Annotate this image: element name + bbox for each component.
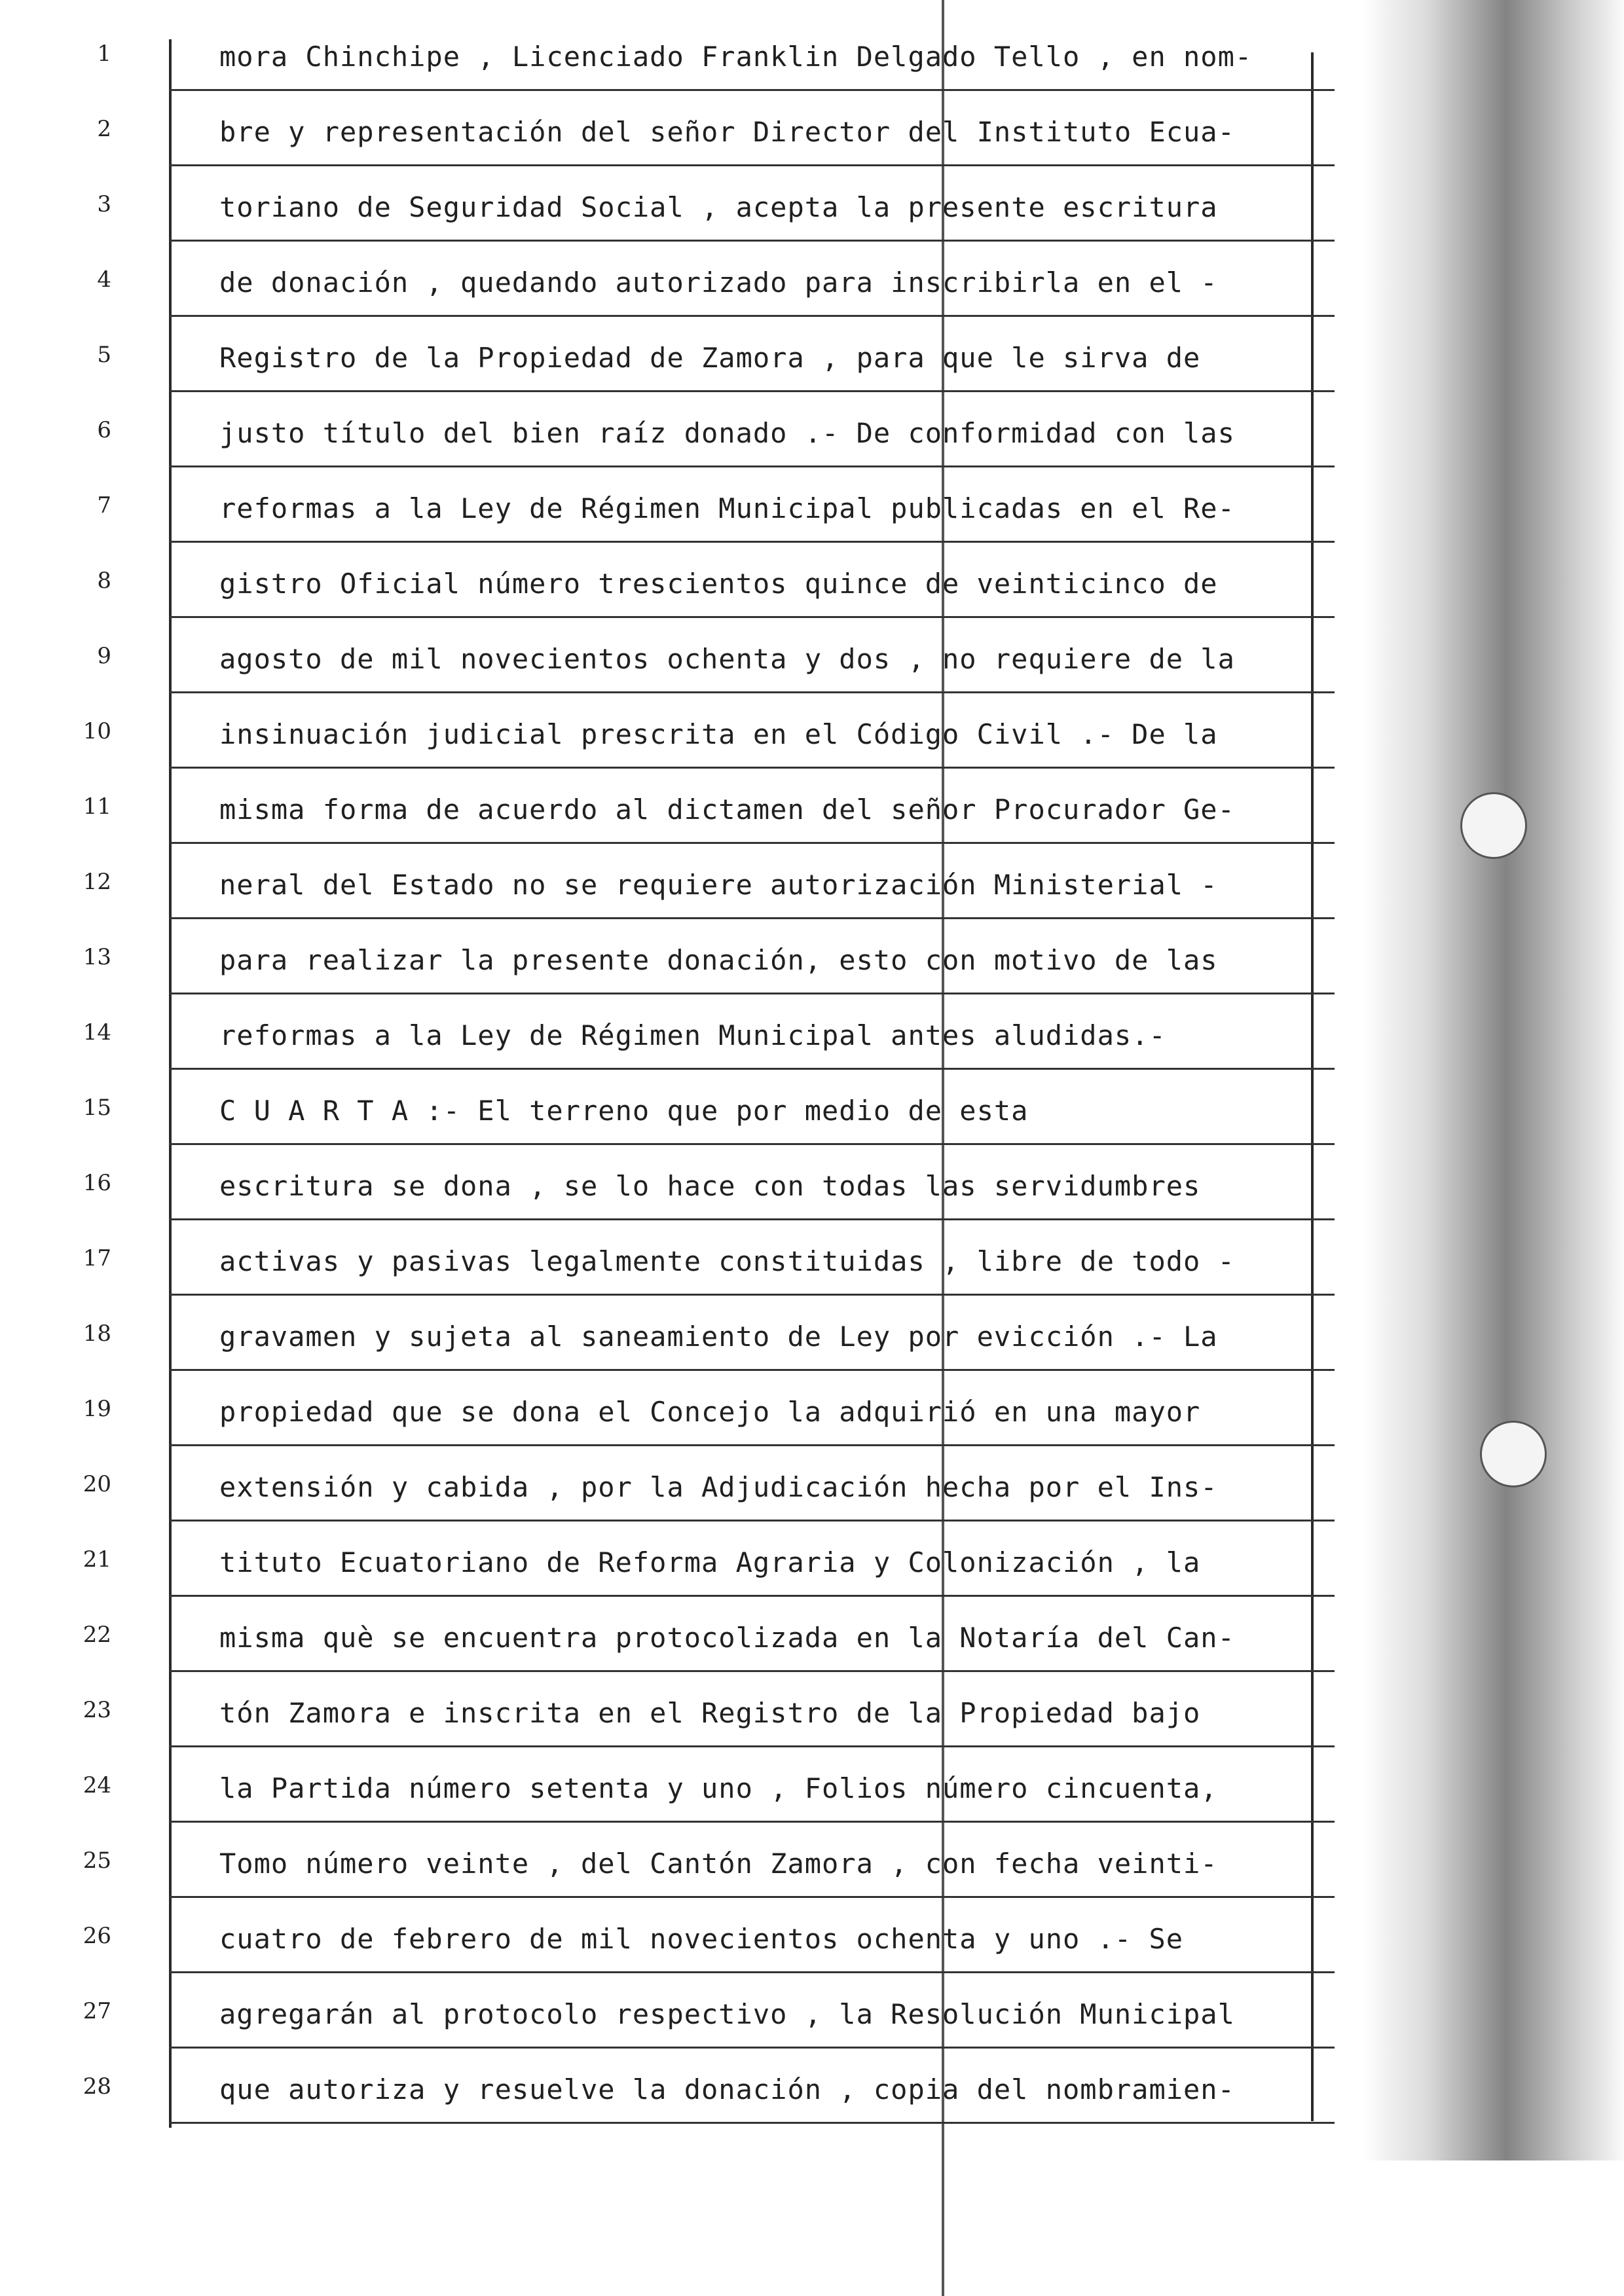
line-rule (169, 541, 1335, 543)
line-text: bre y representación del señor Director del Instituto Ecua- (219, 116, 1235, 148)
line-text: tón Zamora e inscrita en el Registro de la Propiedad bajo (219, 1697, 1201, 1729)
line-number: 1 (97, 41, 111, 67)
line-number: 9 (97, 643, 111, 669)
document-line (0, 1532, 1624, 1607)
line-number: 8 (97, 568, 111, 594)
line-rule (169, 1745, 1335, 1747)
line-number: 17 (83, 1245, 111, 1271)
line-rule (169, 89, 1335, 91)
document-line (0, 1156, 1624, 1231)
line-text: gravamen y sujeta al saneamiento de Ley por evicción .- La (219, 1321, 1218, 1353)
line-rule (169, 616, 1335, 618)
line-rule (169, 1218, 1335, 1220)
line-number: 6 (97, 417, 111, 443)
document-line (0, 252, 1624, 327)
line-number: 28 (83, 2073, 111, 2100)
line-number: 24 (83, 1772, 111, 1798)
line-number: 23 (83, 1697, 111, 1723)
line-text: reformas a la Ley de Régimen Municipal antes aludidas.- (219, 1019, 1166, 1051)
line-text: agosto de mil novecientos ochenta y dos , no requiere de la (219, 643, 1235, 675)
document-line (0, 704, 1624, 779)
line-rule (169, 1444, 1335, 1446)
line-rule (169, 1520, 1335, 1522)
line-rule (169, 1369, 1335, 1371)
document-line (0, 2059, 1624, 2134)
line-number: 15 (83, 1095, 111, 1121)
line-number: 26 (83, 1923, 111, 1949)
line-text: de donación , quedando autorizado para inscribirla en el - (219, 266, 1218, 299)
line-text: toriano de Seguridad Social , acepta la presente escritura (219, 191, 1218, 223)
line-number: 16 (83, 1170, 111, 1196)
line-number: 11 (83, 793, 111, 820)
line-number: 18 (83, 1321, 111, 1347)
line-rule (169, 164, 1335, 166)
line-text: justo título del bien raíz donado .- De conformidad con las (219, 417, 1235, 449)
line-number: 12 (83, 869, 111, 895)
document-line (0, 1231, 1624, 1306)
line-number: 21 (83, 1546, 111, 1573)
line-rule (169, 390, 1335, 392)
line-number: 3 (97, 191, 111, 217)
line-rule (169, 691, 1335, 693)
line-rule (169, 1971, 1335, 1973)
document-line (0, 478, 1624, 553)
line-rule (169, 767, 1335, 769)
line-text: neral del Estado no se requiere autorización Ministerial - (219, 869, 1218, 901)
line-rule (169, 917, 1335, 919)
line-number: 14 (83, 1019, 111, 1046)
document-line (0, 177, 1624, 252)
document-line (0, 1080, 1624, 1156)
line-rule (169, 2122, 1335, 2124)
line-rule (169, 842, 1335, 844)
document-line (0, 1908, 1624, 1984)
line-rule (169, 1896, 1335, 1898)
line-text: misma forma de acuerdo al dictamen del señor Procurador Ge- (219, 793, 1235, 826)
line-text: gistro Oficial número trescientos quince de veinticinco de (219, 568, 1218, 600)
line-rule (169, 465, 1335, 467)
line-text: cuatro de febrero de mil novecientos ochenta y uno .- Se (219, 1923, 1184, 1955)
document-line (0, 930, 1624, 1005)
line-number: 19 (83, 1396, 111, 1422)
line-text: mora Chinchipe , Licenciado Franklin Delgado Tello , en nom- (219, 41, 1253, 73)
line-rule (169, 1670, 1335, 1672)
line-number: 13 (83, 944, 111, 970)
document-line (0, 1381, 1624, 1457)
line-number: 25 (83, 1848, 111, 1874)
document-line (0, 854, 1624, 930)
document-line (0, 26, 1624, 101)
line-rule (169, 1294, 1335, 1296)
line-number: 5 (97, 342, 111, 368)
line-text: propiedad que se dona el Concejo la adquirió en una mayor (219, 1396, 1201, 1428)
document-line (0, 1758, 1624, 1833)
line-number: 22 (83, 1622, 111, 1648)
document-line (0, 1457, 1624, 1532)
line-rule (169, 315, 1335, 317)
document-line (0, 1005, 1624, 1080)
line-text: extensión y cabida , por la Adjudicación hecha por el Ins- (219, 1471, 1218, 1503)
line-number: 4 (97, 266, 111, 293)
document-line (0, 1683, 1624, 1758)
line-rule (169, 1821, 1335, 1823)
line-text: C U A R T A :- El terreno que por medio de esta (219, 1095, 1029, 1127)
document-line (0, 101, 1624, 177)
document-line (0, 1306, 1624, 1381)
line-rule (169, 1068, 1335, 1070)
line-number: 2 (97, 116, 111, 142)
line-rule (169, 1143, 1335, 1145)
line-text: que autoriza y resuelve la donación , copia del nombramien- (219, 2073, 1235, 2105)
line-rule (169, 2047, 1335, 2049)
line-number: 20 (83, 1471, 111, 1497)
line-text: Tomo número veinte , del Cantón Zamora , con fecha veinti- (219, 1848, 1218, 1880)
document-line (0, 779, 1624, 854)
line-number: 7 (97, 492, 111, 519)
line-text: tituto Ecuatoriano de Reforma Agraria y Colonización , la (219, 1546, 1201, 1578)
document-line (0, 629, 1624, 704)
line-rule (169, 240, 1335, 242)
line-text: insinuación judicial prescrita en el Código Civil .- De la (219, 718, 1218, 750)
document-line (0, 1984, 1624, 2059)
document-line (0, 1607, 1624, 1683)
line-text: misma què se encuentra protocolizada en la Notaría del Can- (219, 1622, 1235, 1654)
document-line (0, 403, 1624, 478)
document-line (0, 327, 1624, 403)
line-number: 27 (83, 1998, 111, 2024)
line-rule (169, 993, 1335, 994)
line-text: activas y pasivas legalmente constituidas , libre de todo - (219, 1245, 1235, 1277)
line-text: agregarán al protocolo respectivo , la Resolución Municipal (219, 1998, 1235, 2030)
line-text: reformas a la Ley de Régimen Municipal publicadas en el Re- (219, 492, 1235, 524)
line-rule (169, 1595, 1335, 1597)
line-text: la Partida número setenta y uno , Folios número cincuenta, (219, 1772, 1218, 1804)
document-line (0, 1833, 1624, 1908)
document-line (0, 553, 1624, 629)
line-text: Registro de la Propiedad de Zamora , para que le sirva de (219, 342, 1201, 374)
line-text: escritura se dona , se lo hace con todas las servidumbres (219, 1170, 1201, 1202)
line-number: 10 (83, 718, 111, 744)
line-text: para realizar la presente donación, esto con motivo de las (219, 944, 1218, 976)
